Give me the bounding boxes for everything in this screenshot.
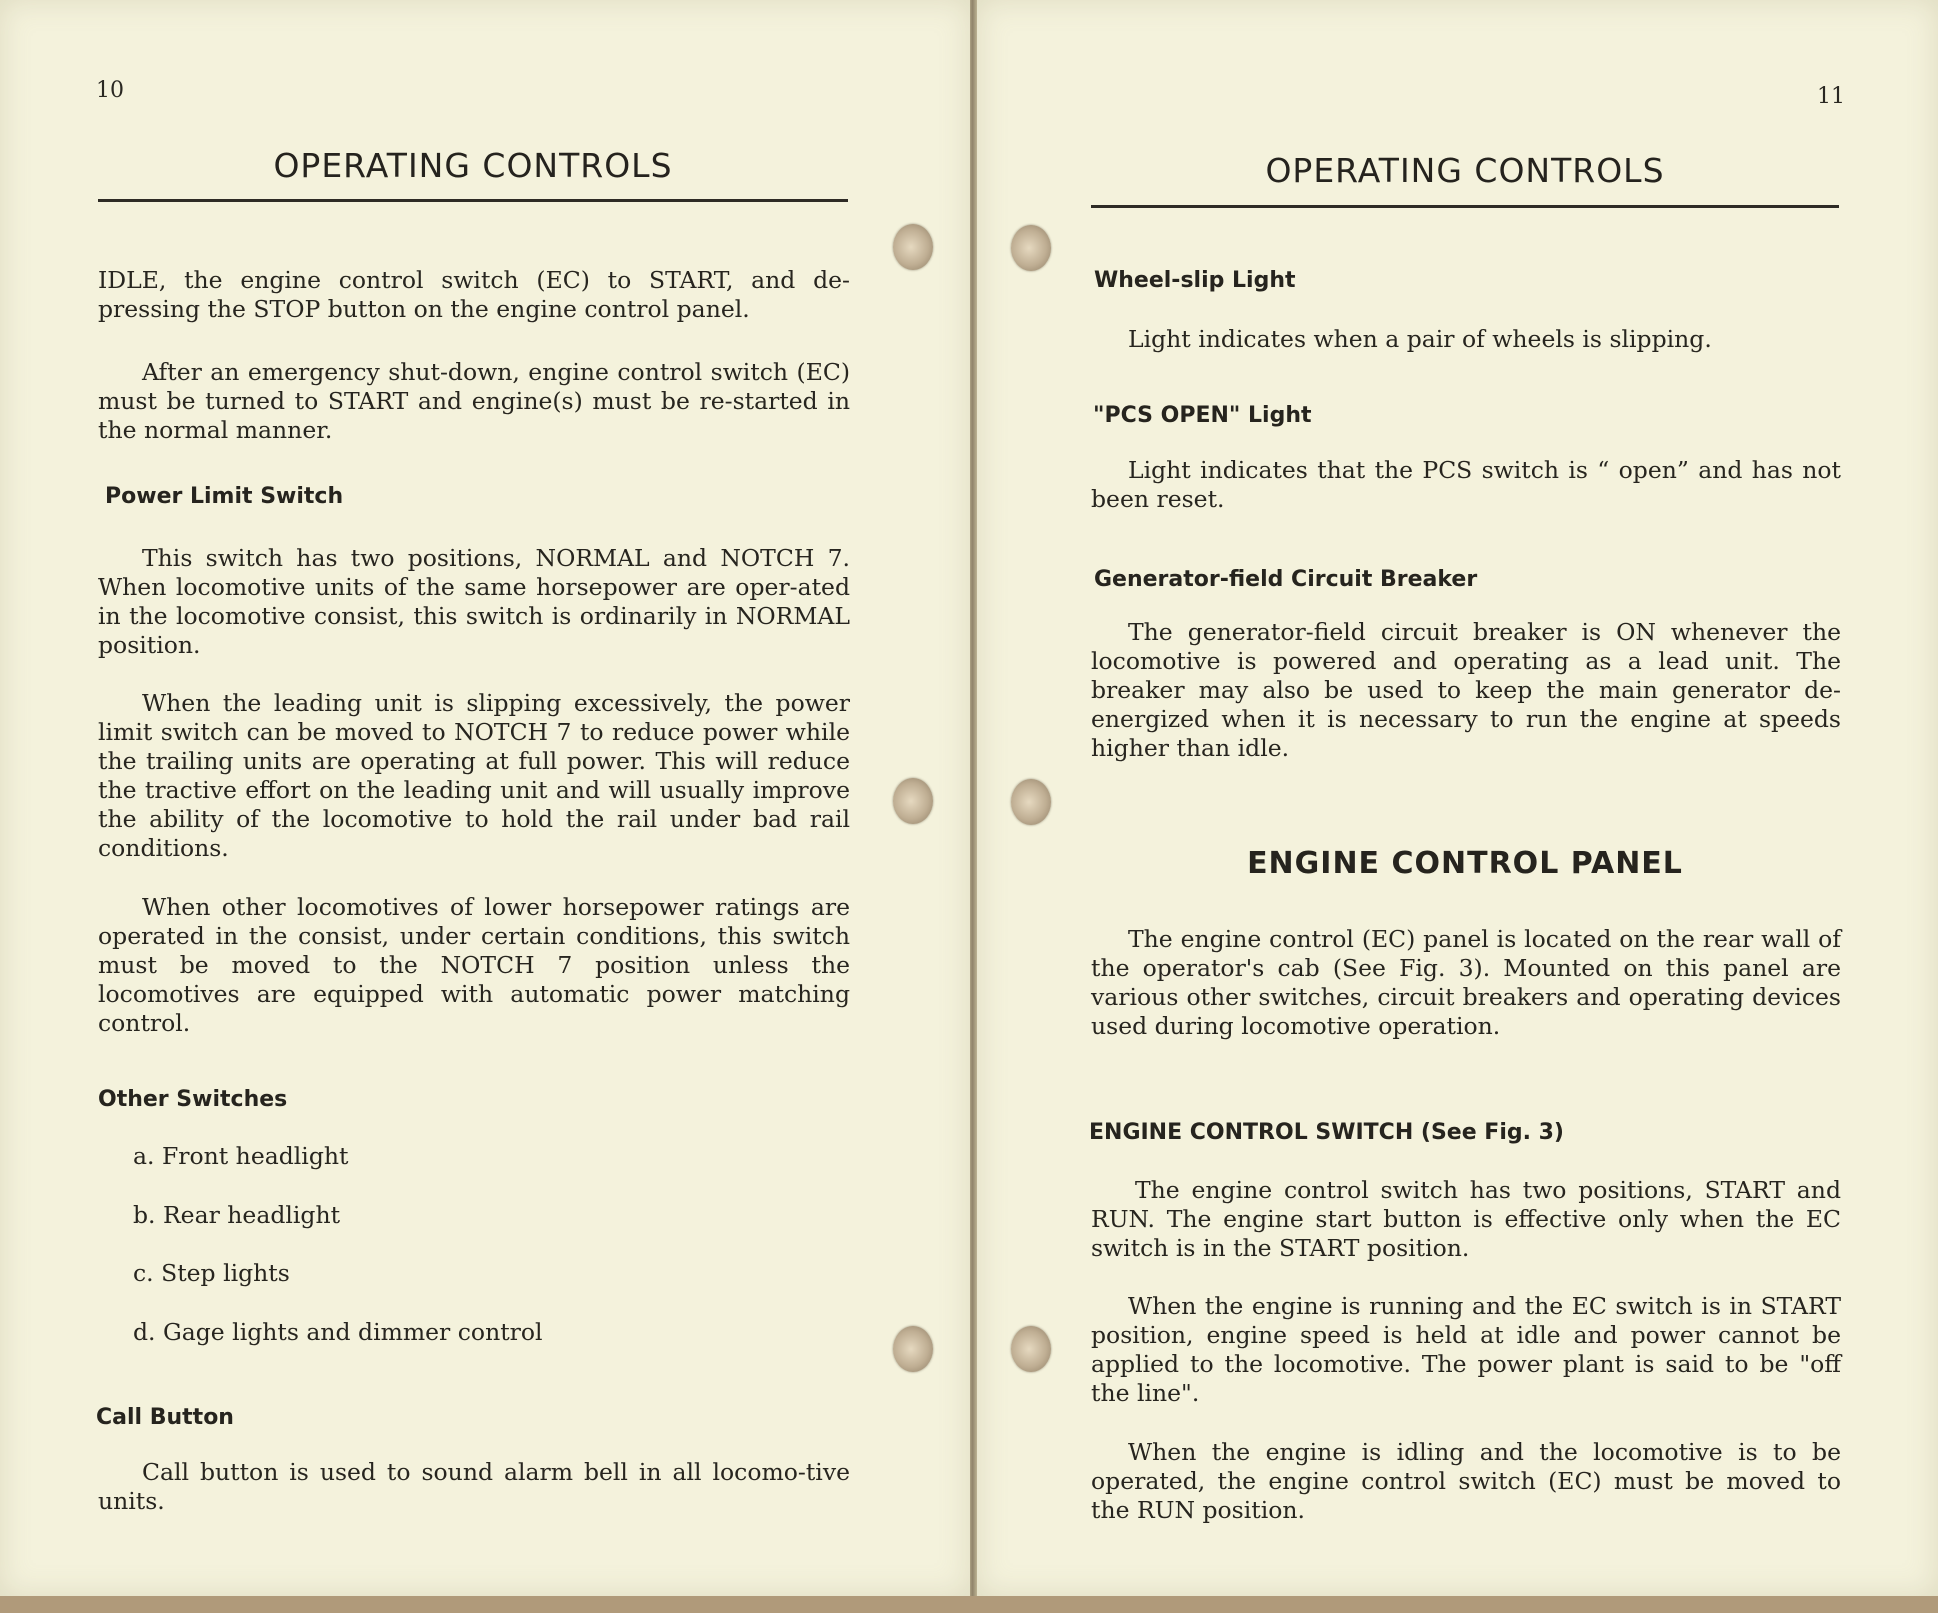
- right-page: [977, 0, 1938, 1596]
- list-item: a. Front headlight: [133, 1142, 349, 1170]
- paragraph-power-3: When other locomotives of lower horsepower ratings are operated in the consist, under certain conditions, this switch must be moved to the NOTCH 7 position unless the locomotives are equipped with automatic power matching control.: [98, 893, 850, 1037]
- title-rule: [98, 199, 848, 202]
- binder-hole: [1011, 225, 1051, 271]
- left-page: [0, 0, 970, 1596]
- section-heading-engine-control-switch: ENGINE CONTROL SWITCH (See Fig. 3): [1089, 1120, 1564, 1145]
- paragraph-engine-control-panel: The engine control (EC) panel is located on the rear wall of the operator's cab (See Fig. 3). Mounted on this panel are various other switches, circuit breakers and operating devices used during locomotive operation.: [1091, 925, 1841, 1040]
- list-item: c. Step lights: [133, 1259, 290, 1287]
- section-heading-engine-control-panel: ENGINE CONTROL PANEL: [1247, 846, 1683, 881]
- section-heading-other-switches: Other Switches: [98, 1087, 288, 1112]
- paragraph-power-1: This switch has two positions, NORMAL and NOTCH 7. When locomotive units of the same horsepower are oper-ated in the locomotive consist, this switch is ordinarily in NORMAL position.: [98, 544, 850, 659]
- section-heading-call-button: Call Button: [96, 1405, 234, 1430]
- table-surface: [0, 1596, 1938, 1613]
- page-number: 10: [96, 78, 124, 103]
- paragraph-emergency: After an emergency shut-down, engine control switch (EC) must be turned to START and engine(s) must be re-started in the normal manner.: [98, 358, 850, 444]
- paragraph-wheel-slip: Light indicates when a pair of wheels is slipping.: [1128, 325, 1712, 353]
- section-heading-power-limit: Power Limit Switch: [105, 484, 344, 509]
- page-number: 11: [1817, 84, 1845, 109]
- paragraph-generator-field: The generator-field circuit breaker is ON whenever the locomotive is powered and operating as a lead unit. The breaker may also be used to keep the main generator de-energized when it is necessary to run the engine at speeds higher than idle.: [1091, 618, 1841, 762]
- page-title: OPERATING CONTROLS: [273, 146, 673, 185]
- section-heading-wheel-slip: Wheel-slip Light: [1094, 268, 1296, 293]
- binder-hole: [893, 778, 933, 824]
- section-heading-generator-field: Generator-field Circuit Breaker: [1094, 567, 1478, 592]
- paragraph-intro: IDLE, the engine control switch (EC) to START, and de-pressing the STOP button on the engine control panel.: [98, 266, 850, 323]
- paragraph-pcs-open: Light indicates that the PCS switch is “ open” and has not been reset.: [1091, 456, 1841, 513]
- list-item: d. Gage lights and dimmer control: [133, 1318, 543, 1346]
- list-item: b. Rear headlight: [133, 1201, 341, 1229]
- binder-hole: [893, 1326, 933, 1372]
- paragraph-power-2: When the leading unit is slipping excessively, the power limit switch can be moved to NOTCH 7 to reduce power while the trailing units are operating at full power. This will reduce the tractive effort on the leading unit and will usually improve the ability of the locomotive to hold the rail under bad rail conditions.: [98, 689, 850, 862]
- section-heading-pcs-open: "PCS OPEN" Light: [1093, 403, 1312, 428]
- binder-hole: [893, 224, 933, 270]
- binder-hole: [1011, 1326, 1051, 1372]
- title-rule: [1091, 205, 1839, 208]
- paragraph-call-button: Call button is used to sound alarm bell in all locomo-tive units.: [98, 1458, 850, 1515]
- page-title: OPERATING CONTROLS: [1265, 151, 1665, 190]
- paragraph-ec-switch-3: When the engine is idling and the locomotive is to be operated, the engine control switch (EC) must be moved to the RUN position.: [1091, 1438, 1841, 1524]
- paragraph-ec-switch-1: The engine control switch has two positions, START and RUN. The engine start button is effective only when the EC switch is in the START position.: [1091, 1176, 1841, 1262]
- binder-hole: [1011, 779, 1051, 825]
- paragraph-ec-switch-2: When the engine is running and the EC switch is in START position, engine speed is held at idle and power cannot be applied to the locomotive. The power plant is said to be "off the line".: [1091, 1292, 1841, 1407]
